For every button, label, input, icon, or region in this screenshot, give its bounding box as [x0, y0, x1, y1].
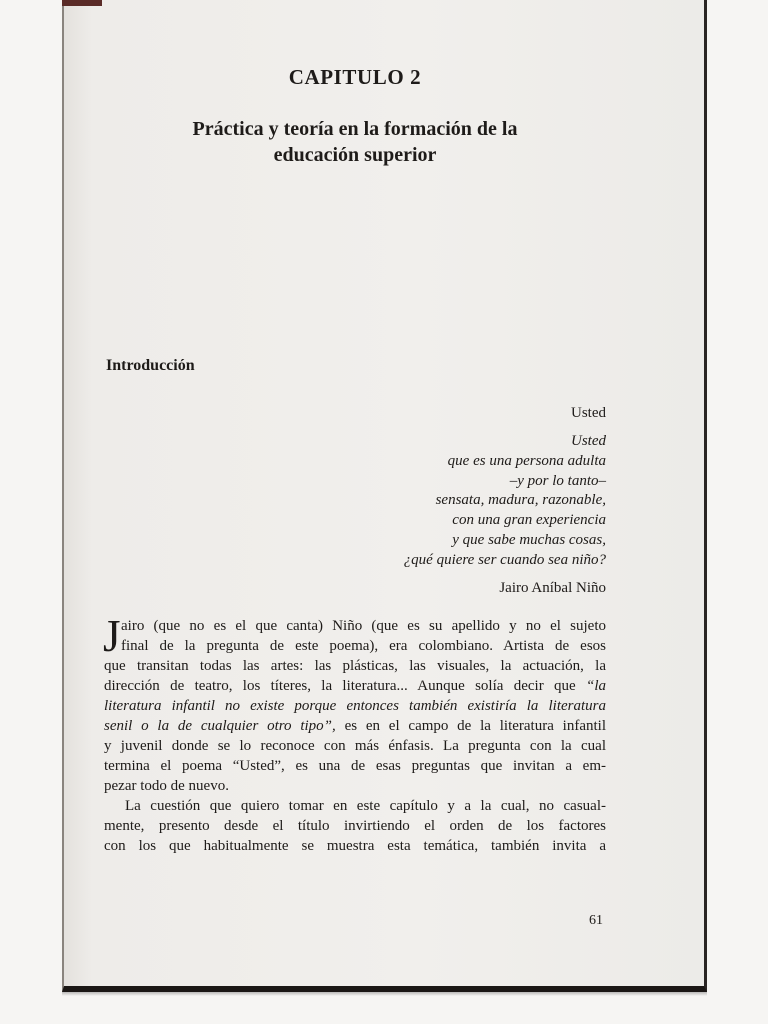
body-text: [103, 611, 606, 856]
epigraph-line: y que sabe muchas cosas,: [452, 531, 606, 548]
text-line: [104, 616, 606, 636]
epigraph-line: sensata, madura, razonable,: [435, 492, 606, 509]
chapter-label: CAPITULO 2: [288, 65, 422, 89]
text-line: [104, 656, 606, 676]
text-segment: pezar todo de nuevo.: [104, 778, 229, 794]
epigraph-line: Usted: [571, 433, 606, 449]
text-line: [104, 756, 606, 776]
page-edge-shadow: [62, 0, 102, 6]
text-line: [104, 676, 606, 696]
epigraph-line: –y por lo tanto–: [509, 472, 606, 489]
text-segment: con los que habitualmente se muestra esta temática, también invita a: [104, 838, 606, 854]
text-line: [104, 716, 606, 736]
epigraph-line: que es una persona adulta: [447, 452, 606, 469]
text-line: [104, 696, 606, 716]
chapter-title-line: Práctica y teoría en la formación de la: [192, 118, 518, 140]
epigraph: [286, 403, 606, 598]
epigraph-line: con una gran experiencia: [452, 512, 606, 529]
epigraph-line: ¿qué quiere ser cuando sea niño?: [403, 551, 606, 568]
text-segment: y juvenil donde se lo reconoce con más énfasis. La pregunta con la cual: [104, 738, 606, 754]
text-line: [104, 736, 606, 756]
text-line: [104, 776, 606, 796]
text-segment: La cuestión que quiero tomar en este capítulo y a la cual, no casual-: [125, 798, 606, 814]
section-heading: Introducción: [106, 357, 195, 374]
text-segment: que transitan todas las artes: las plásticas, las visuales, la actuación, la: [104, 658, 606, 674]
text-segment: final de la pregunta de este poema), era colombiano. Artista de esos: [121, 638, 606, 654]
epigraph-title: Usted: [571, 405, 606, 421]
chapter-title-line: educación superior: [273, 144, 437, 166]
text-line: [104, 796, 606, 816]
text-segment: termina el poema “Usted”, es una de esas preguntas que invitan a em-: [104, 758, 606, 774]
drop-cap: J: [103, 611, 121, 661]
text-segment: mente, presento desde el título invirtiendo el orden de los factores: [104, 818, 606, 834]
text-segment: airo (que no es el que canta) Niño (que es su apellido y no el sujeto: [121, 618, 606, 634]
italic-quote-segment: literatura infantil no existe porque entonces también existiría la literatura: [104, 698, 606, 714]
text-line: [104, 636, 606, 656]
text-segment: es en el campo de la literatura infantil: [344, 718, 606, 734]
text-segment: dirección de teatro, los títeres, la literatura... Aunque solía decir que: [104, 678, 576, 694]
italic-quote-segment: “la: [585, 678, 606, 694]
page-bottom-shadow: [62, 992, 707, 996]
epigraph-author: Jairo Aníbal Niño: [499, 579, 606, 596]
text-line: [104, 816, 606, 836]
italic-quote-segment: senil o la de cualquier otro tipo”,: [104, 718, 336, 734]
text-line: [104, 836, 606, 856]
page-number: 61: [589, 913, 603, 928]
